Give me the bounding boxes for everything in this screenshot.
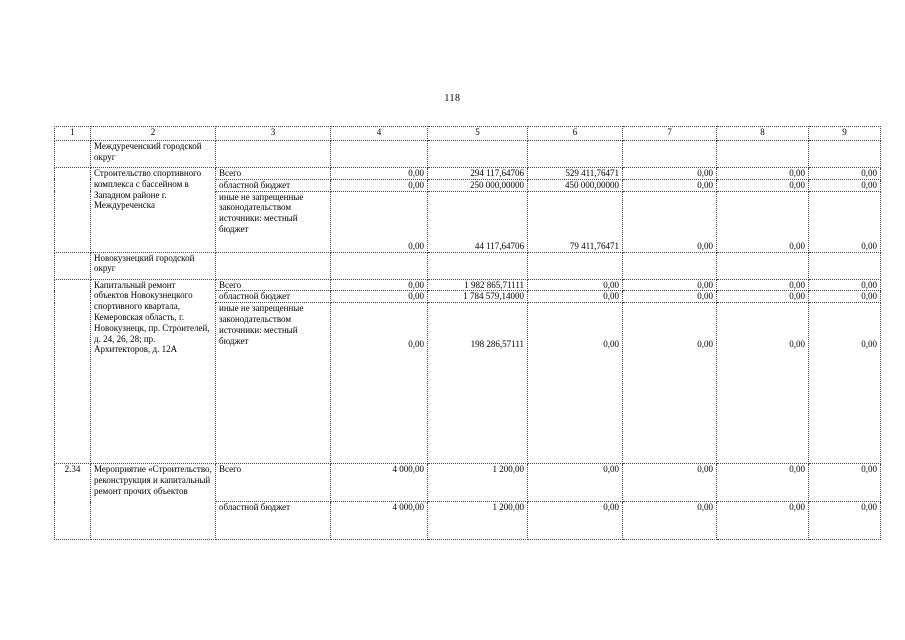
header-col-9: 9 — [809, 127, 881, 141]
value-cell: 0,00 — [331, 191, 428, 252]
value-cell: 529 411,76471 — [528, 168, 623, 180]
header-col-1: 1 — [55, 127, 91, 141]
value-cell: 0,00 — [809, 179, 881, 191]
value-cell: 0,00 — [717, 279, 809, 291]
value-cell: 0,00 — [528, 291, 623, 303]
value-cell: 0,00 — [623, 303, 717, 464]
group-title: Новокузнецкий городской округ — [91, 252, 216, 279]
value-cell: 0,00 — [717, 291, 809, 303]
header-row — [55, 127, 881, 141]
value-cell: 450 000,00000 — [528, 179, 623, 191]
value-cell: 1 200,00 — [428, 464, 528, 502]
header-col-8: 8 — [717, 127, 809, 141]
value-cell: 0,00 — [809, 303, 881, 464]
value-cell: 0,00 — [528, 279, 623, 291]
value-cell: 0,00 — [528, 464, 623, 502]
item-title: Мероприятие «Строительство, реконструкция и капитальный ремонт прочих объектов — [91, 464, 216, 540]
value-cell: 44 117,64706 — [428, 191, 528, 252]
funding-type: областной бюджет — [216, 179, 331, 191]
value-cell: 79 411,76471 — [528, 191, 623, 252]
project-name: Строительство спортивного комплекса с бассейном в Западном районе г. Междуреченска — [91, 168, 216, 253]
funding-type: Всего — [216, 279, 331, 291]
value-cell: 0,00 — [331, 279, 428, 291]
value-cell: 0,00 — [809, 464, 881, 502]
value-cell: 0,00 — [717, 502, 809, 540]
value-cell: 1 200,00 — [428, 502, 528, 540]
value-cell: 0,00 — [331, 303, 428, 464]
value-cell: 0,00 — [809, 168, 881, 180]
value-cell: 294 117,64706 — [428, 168, 528, 180]
value-cell: 0,00 — [809, 291, 881, 303]
value-cell: 0,00 — [623, 168, 717, 180]
header-col-5: 5 — [428, 127, 528, 141]
value-cell: 0,00 — [717, 303, 809, 464]
value-cell: 0,00 — [623, 291, 717, 303]
value-cell: 198 286,57111 — [428, 303, 528, 464]
value-cell: 0,00 — [717, 168, 809, 180]
value-cell: 0,00 — [623, 191, 717, 252]
group-row — [55, 141, 881, 168]
value-cell: 0,00 — [717, 464, 809, 502]
value-cell: 0,00 — [331, 291, 428, 303]
funding-type: областной бюджет — [216, 502, 331, 540]
value-cell: 250 000,00000 — [428, 179, 528, 191]
value-cell: 4 000,00 — [331, 464, 428, 502]
funding-type: иные не запрещенные законодательством источники: местный бюджет — [216, 303, 331, 464]
item-number: 2.34 — [55, 464, 91, 540]
page-number: 118 — [444, 93, 461, 104]
group-row — [55, 252, 881, 279]
value-cell: 0,00 — [528, 502, 623, 540]
value-cell: 0,00 — [717, 179, 809, 191]
value-cell: 0,00 — [528, 303, 623, 464]
value-cell: 0,00 — [623, 279, 717, 291]
value-cell: 0,00 — [809, 279, 881, 291]
header-col-2: 2 — [91, 127, 216, 141]
header-col-6: 6 — [528, 127, 623, 141]
funding-type: иные не запрещенные законодательством источники: местный бюджет — [216, 191, 331, 252]
group-title: Междуреченский городской округ — [91, 141, 216, 168]
header-col-7: 7 — [623, 127, 717, 141]
header-col-3: 3 — [216, 127, 331, 141]
table-row — [55, 464, 881, 502]
value-cell: 0,00 — [331, 168, 428, 180]
table-row — [55, 279, 881, 291]
value-cell: 0,00 — [623, 502, 717, 540]
value-cell: 0,00 — [331, 179, 428, 191]
value-cell: 1 982 865,71111 — [428, 279, 528, 291]
budget-table — [54, 126, 881, 540]
value-cell: 1 784 579,14000 — [428, 291, 528, 303]
funding-type: Всего — [216, 464, 331, 502]
value-cell: 4 000,00 — [331, 502, 428, 540]
funding-type: Всего — [216, 168, 331, 180]
value-cell: 0,00 — [623, 179, 717, 191]
value-cell: 0,00 — [623, 464, 717, 502]
funding-type: областной бюджет — [216, 291, 331, 303]
value-cell: 0,00 — [717, 191, 809, 252]
table-row — [55, 168, 881, 180]
value-cell: 0,00 — [809, 191, 881, 252]
header-col-4: 4 — [331, 127, 428, 141]
value-cell: 0,00 — [809, 502, 881, 540]
project-name: Капитальный ремонт объектов Новокузнецкого спортивного квартала, Кемеровская область, г. Новокузнецк, пр. Строителей, д. 24, 26, 28; пр. Архитекторов, д. 12А — [91, 279, 216, 464]
